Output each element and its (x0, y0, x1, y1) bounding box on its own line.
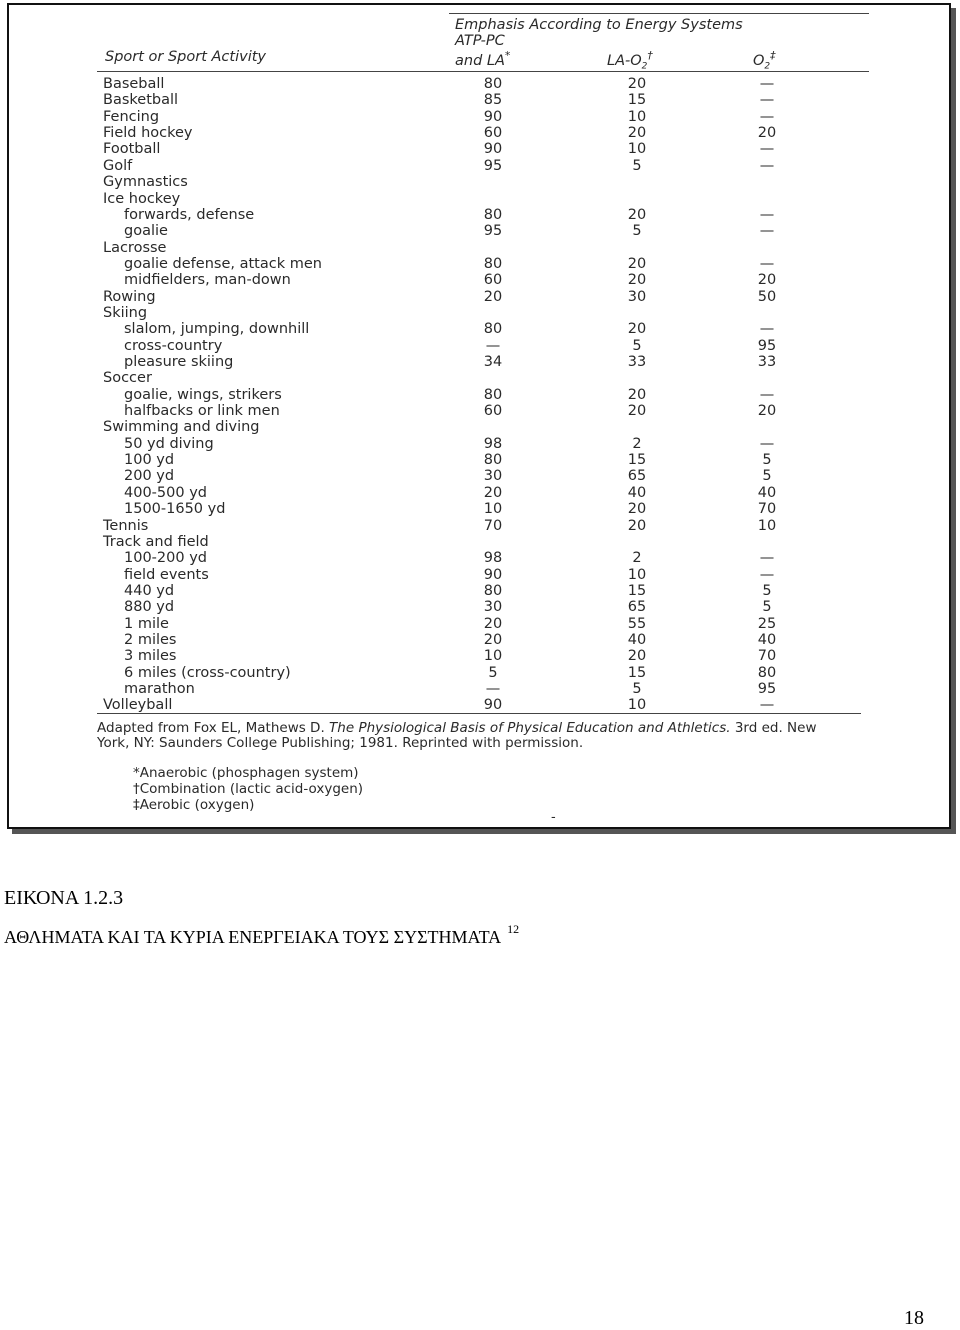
atp-pc-la-value: 60 (483, 272, 503, 289)
atp-pc-la-value: 5 (488, 664, 498, 681)
o2-value: — (759, 141, 775, 158)
la-o2-value: 2 (632, 550, 642, 567)
la-o2-value: 15 (627, 92, 647, 109)
o2-value: 70 (757, 501, 777, 518)
header-rule-top (449, 13, 869, 14)
la-o2-value: 40 (627, 484, 647, 501)
o2-value: 40 (757, 484, 777, 501)
table-row (97, 599, 877, 615)
atp-pc-la-value: 98 (483, 435, 503, 452)
la-o2-value: 20 (627, 386, 647, 403)
atp-pc-la-value: 70 (483, 517, 503, 534)
table-row (97, 567, 877, 583)
o2-value: — (759, 157, 775, 174)
la-o2-value: 15 (627, 452, 647, 469)
table-row (97, 256, 877, 272)
header-rule-bottom (97, 71, 869, 72)
atp-pc-la-value: 60 (483, 125, 503, 142)
sport-name: halfbacks or link men (124, 403, 280, 419)
la-o2-value: 10 (627, 141, 647, 158)
atp-pc-la-value: 20 (483, 631, 503, 648)
sport-name: Lacrosse (103, 239, 167, 256)
sport-name: goalie (124, 223, 168, 240)
la-o2-value: 20 (627, 321, 647, 338)
sport-name: 1 mile (124, 615, 169, 632)
atp-pc-la-value: 20 (483, 484, 503, 501)
atp-pc-la-value: 20 (483, 615, 503, 632)
table-row (97, 632, 877, 648)
la-o2-value: 10 (627, 566, 647, 583)
atp-pc-la-value: 98 (483, 550, 503, 567)
atp-pc-la-value: 90 (483, 566, 503, 583)
atp-pc-la-value: 95 (483, 223, 503, 240)
atp-pc-la-value: 80 (483, 76, 503, 92)
col1-header-text: and LA (455, 52, 505, 69)
sport-name: midfielders, man-down (124, 272, 291, 289)
col3-header (753, 49, 776, 72)
o2-value: — (759, 435, 775, 452)
sport-name: Swimming and diving (103, 419, 260, 436)
atp-pc-la-value: — (485, 681, 501, 697)
table-row (97, 141, 877, 157)
table-row (97, 681, 877, 697)
sport-name: Rowing (103, 288, 156, 305)
reference-number: 12 (507, 922, 520, 936)
sport-name: goalie defense, attack men (124, 255, 322, 272)
o2-value: 5 (762, 599, 772, 616)
atp-pc-la-value: 90 (483, 141, 503, 158)
scan-mark: - (551, 810, 556, 825)
table-row (97, 272, 877, 288)
table-row (97, 485, 877, 501)
o2-value: 40 (757, 631, 777, 648)
atp-pc-la-value: 90 (483, 697, 503, 714)
sport-name: Golf (103, 157, 133, 174)
la-o2-value: 65 (627, 468, 647, 485)
sport-name: goalie, wings, strikers (124, 386, 282, 403)
scanned-table-frame (7, 3, 951, 829)
o2-value: — (759, 386, 775, 403)
la-o2-value: 20 (627, 272, 647, 289)
sport-name: 3 miles (124, 648, 177, 665)
table-row (97, 158, 877, 174)
col2-header-sub: 2 (641, 61, 648, 72)
o2-value: 50 (757, 288, 777, 305)
table-row (97, 550, 877, 566)
figure-title: ΑΘΛΗΜΑΤΑ ΚΑΙ ΤΑ ΚΥΡΙΑ ΕΝΕΡΓΕΙΑΚΑ ΤΟΥΣ ΣΥΣΤΗΜΑΤΑ (4, 927, 502, 947)
o2-value: 20 (757, 125, 777, 142)
source-authors: Adapted from Fox EL, Mathews D. (97, 720, 325, 736)
o2-value: 33 (757, 354, 777, 370)
o2-value: — (759, 206, 775, 223)
la-o2-value: 5 (632, 337, 642, 354)
o2-value: — (759, 321, 775, 338)
col3-header-text: O (753, 52, 765, 69)
table-row (97, 289, 877, 305)
atp-pc-la-value: 80 (483, 321, 503, 338)
table-row (97, 191, 877, 207)
footnote-anaerobic: *Anaerobic (phosphagen system) (133, 765, 359, 781)
o2-value: 10 (757, 517, 777, 534)
col2-header-text: LA-O (607, 52, 642, 69)
table-row (97, 665, 877, 681)
table-row (97, 419, 877, 435)
o2-value: — (759, 223, 775, 240)
sport-name: Baseball (103, 76, 165, 92)
sport-name: Skiing (103, 304, 148, 321)
sport-name: 1500-1650 yd (124, 501, 226, 518)
la-o2-value: 33 (627, 354, 647, 370)
o2-value: — (759, 550, 775, 567)
table-row (97, 648, 877, 664)
atp-pc-la-value: 90 (483, 108, 503, 125)
la-o2-value: 20 (627, 255, 647, 272)
header-group-label: Emphasis According to Energy Systems (455, 17, 743, 33)
energy-systems-table (97, 13, 877, 823)
sport-name: Volleyball (103, 697, 173, 714)
table-row (97, 174, 877, 190)
sport-name: Soccer (103, 370, 152, 387)
atp-pc-la-value: 80 (483, 206, 503, 223)
table-row (97, 338, 877, 354)
o2-value: 20 (757, 272, 777, 289)
la-o2-value: 2 (632, 435, 642, 452)
table-row (97, 370, 877, 386)
atp-pc-la-value: 10 (483, 501, 503, 518)
table-row (97, 76, 877, 92)
sport-name: 400-500 yd (124, 484, 207, 501)
sport-name: 6 miles (cross-country) (124, 664, 291, 681)
la-o2-value: 5 (632, 223, 642, 240)
table-row (97, 583, 877, 599)
table-row (97, 436, 877, 452)
table-row (97, 616, 877, 632)
sport-name: 100 yd (124, 452, 175, 469)
atp-pc-la-value: 30 (483, 599, 503, 616)
o2-value: 95 (757, 337, 777, 354)
la-o2-value: 55 (627, 615, 647, 632)
o2-value: — (759, 76, 775, 92)
source-publisher: 3rd ed. New York, NY: Saunders College Publishing; 1981. Reprinted with permission. (97, 720, 817, 751)
la-o2-value: 20 (627, 403, 647, 419)
col2-header-mark: † (647, 49, 653, 62)
sport-name: Football (103, 141, 161, 158)
atp-pc-la-value: 20 (483, 288, 503, 305)
table-row (97, 223, 877, 239)
col1-header-line1: ATP-PC (455, 33, 505, 49)
o2-value: — (759, 566, 775, 583)
table-row (97, 109, 877, 125)
o2-value: 20 (757, 403, 777, 419)
table-row (97, 501, 877, 517)
sport-name: 2 miles (124, 631, 177, 648)
sport-name: forwards, defense (124, 206, 255, 223)
o2-value: 80 (757, 664, 777, 681)
sport-name: Tennis (103, 517, 149, 534)
table-row (97, 92, 877, 108)
la-o2-value: 20 (627, 501, 647, 518)
table-row (97, 518, 877, 534)
sport-name: field events (124, 566, 209, 583)
table-row (97, 468, 877, 484)
o2-value: 5 (762, 468, 772, 485)
o2-value: — (759, 92, 775, 109)
sport-name: 880 yd (124, 599, 175, 616)
la-o2-value: 20 (627, 517, 647, 534)
atp-pc-la-value: — (485, 337, 501, 354)
o2-value: 25 (757, 615, 777, 632)
atp-pc-la-value: 80 (483, 452, 503, 469)
col2-header (607, 49, 653, 72)
sport-name: Track and field (103, 533, 209, 550)
la-o2-value: 40 (627, 631, 647, 648)
table-row (97, 387, 877, 403)
la-o2-value: 15 (627, 582, 647, 599)
atp-pc-la-value: 80 (483, 582, 503, 599)
col3-header-sub: 2 (764, 61, 771, 72)
la-o2-value: 20 (627, 76, 647, 92)
atp-pc-la-value: 80 (483, 386, 503, 403)
o2-value: 70 (757, 648, 777, 665)
o2-value: 5 (762, 582, 772, 599)
source-note (97, 721, 817, 751)
table-row (97, 240, 877, 256)
atp-pc-la-value: 85 (483, 92, 503, 109)
table-row (97, 452, 877, 468)
table-row (97, 207, 877, 223)
la-o2-value: 30 (627, 288, 647, 305)
la-o2-value: 10 (627, 108, 647, 125)
la-o2-value: 20 (627, 125, 647, 142)
la-o2-value: 5 (632, 157, 642, 174)
sport-name: 440 yd (124, 582, 175, 599)
col3-header-mark: ‡ (770, 49, 776, 62)
la-o2-value: 15 (627, 664, 647, 681)
atp-pc-la-value: 34 (483, 354, 503, 370)
sport-name: 100-200 yd (124, 550, 207, 567)
figure-label: ΕΙΚΟΝΑ 1.2.3 (4, 887, 124, 909)
la-o2-value: 10 (627, 697, 647, 714)
la-o2-value: 20 (627, 648, 647, 665)
footnote-combination: †Combination (lactic acid-oxygen) (133, 781, 364, 797)
col1-header-line2 (455, 49, 510, 69)
footnote-aerobic: ‡Aerobic (oxygen) (133, 797, 255, 813)
atp-pc-la-value: 10 (483, 648, 503, 665)
sport-name: 200 yd (124, 468, 175, 485)
table-rule-end (97, 713, 861, 714)
sport-name: Basketball (103, 92, 179, 109)
sport-name: Gymnastics (103, 174, 188, 191)
o2-value: — (759, 108, 775, 125)
o2-value: 5 (762, 452, 772, 469)
table-row (97, 354, 877, 370)
atp-pc-la-value: 80 (483, 255, 503, 272)
o2-value: 95 (757, 681, 777, 697)
page-number: 18 (904, 1307, 924, 1329)
col-sport-header: Sport or Sport Activity (105, 49, 266, 65)
o2-value: — (759, 697, 775, 714)
table-row (97, 403, 877, 419)
table-row (97, 305, 877, 321)
atp-pc-la-value: 95 (483, 157, 503, 174)
sport-name: Field hockey (103, 125, 193, 142)
sport-name: slalom, jumping, downhill (124, 321, 310, 338)
table-row (97, 125, 877, 141)
table-row (97, 321, 877, 337)
table-row (97, 697, 877, 713)
sport-name: 50 yd diving (124, 435, 214, 452)
la-o2-value: 65 (627, 599, 647, 616)
sport-name: marathon (124, 681, 195, 697)
o2-value: — (759, 255, 775, 272)
sport-name: cross-country (124, 337, 223, 354)
col1-header-mark: * (504, 49, 511, 62)
sport-name: pleasure skiing (124, 354, 234, 370)
atp-pc-la-value: 30 (483, 468, 503, 485)
figure-caption (4, 922, 520, 948)
sport-name: Ice hockey (103, 190, 181, 207)
la-o2-value: 5 (632, 681, 642, 697)
source-title: The Physiological Basis of Physical Education and Athletics. (329, 720, 731, 736)
la-o2-value: 20 (627, 206, 647, 223)
table-row (97, 534, 877, 550)
atp-pc-la-value: 60 (483, 403, 503, 419)
sport-name: Fencing (103, 108, 160, 125)
